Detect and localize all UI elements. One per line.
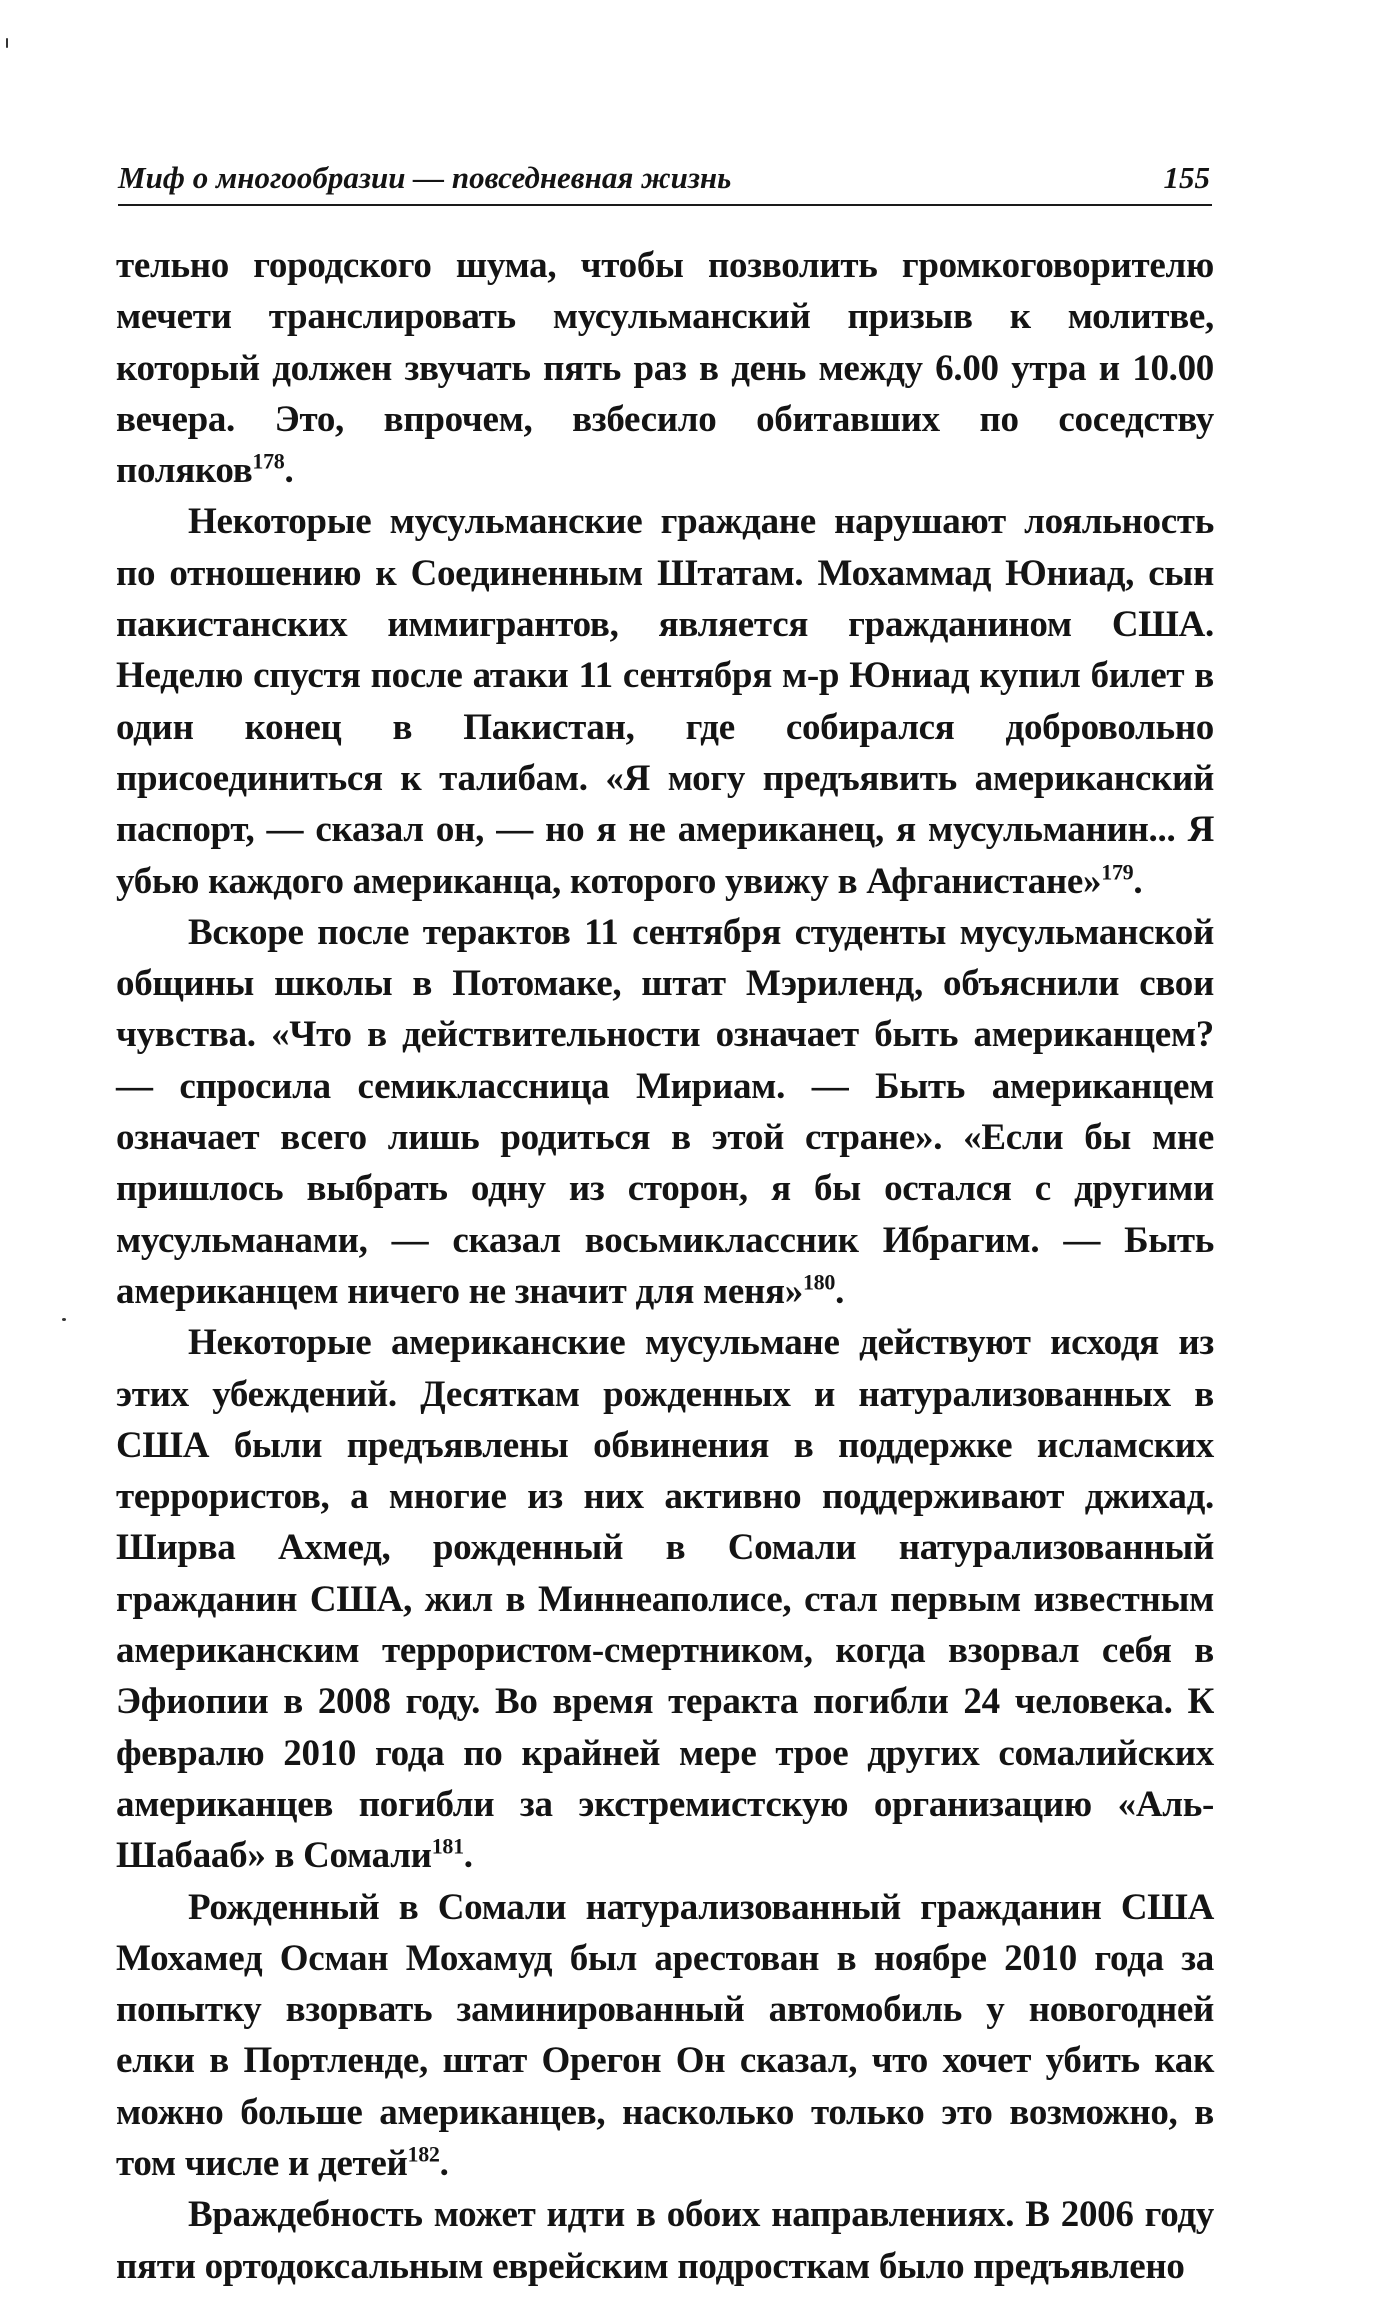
paragraph xyxy=(116,240,1214,496)
paragraph-text: Рожденный в Сомали натурализованный гражданин США Мохамед Осман Мохамуд был арестован в ноябре 2010 года за попытку взорвать заминированный автомобиль у новогодней елки в Портленде, штат Орегон Он сказал, что хочет убить как можно больше американцев, насколько только это возможно, в том числе и детей xyxy=(116,1886,1214,2184)
paragraph-tail: . xyxy=(835,1270,845,1312)
scan-speck xyxy=(62,1318,66,1321)
paragraph-text: Вскоре после терактов 11 сентября студенты мусульманской общины школы в Потомаке, штат Мэриленд, объяснили свои чувства. «Что в действительности означает быть американцем? — спросила семиклассница Мириам. — Быть американцем означает всего лишь родиться в этой стране». «Если бы мне пришлось выбрать одну из сторон, я бы остался с другими мусульманами, — сказал восьмиклассник Ибрагим. — Быть американцем ничего не значит для меня» xyxy=(116,911,1214,1312)
footnote-ref: 178 xyxy=(252,448,285,474)
footnote-ref: 181 xyxy=(431,1833,464,1859)
footnote-ref: 179 xyxy=(1101,859,1134,885)
page-number: 155 xyxy=(1163,160,1210,195)
paragraph-tail: . xyxy=(463,1835,473,1877)
running-header xyxy=(118,152,1212,206)
paragraph-tail: . xyxy=(284,450,294,492)
running-title: Миф о многообразии — повседневная жизнь xyxy=(118,160,732,195)
paragraph xyxy=(116,2189,1214,2292)
body-text xyxy=(116,240,1214,2292)
paragraph-tail: . xyxy=(439,2142,449,2184)
paragraph xyxy=(116,907,1214,1317)
paragraph-text: Некоторые мусульманские граждане нарушают лояльность по отношению к Соединенным Штатам. Мохаммад Юниад, сын пакистанских иммигрантов, является гражданином США. Неделю спустя после атаки 11 сентября м-р Юниад купил билет в один конец в Пакистан, где собирался добровольно присоединиться к талибам. «Я могу предъявить американский паспорт, — сказал он, — но я не американец, я мусульманин... Я убью каждого американца, которого увижу в Афганистане» xyxy=(116,501,1214,902)
paragraph xyxy=(116,1882,1214,2190)
paragraph-tail: . xyxy=(1133,860,1143,902)
paragraph xyxy=(116,496,1214,906)
scan-speck xyxy=(6,38,8,48)
footnote-ref: 182 xyxy=(407,2141,440,2167)
paragraph-text: тельно городского шума, чтобы позволить громкоговорителю мечети транслировать мусульманский призыв к молитве, который должен звучать пять раз в день между 6.00 утра и 10.00 вечера. Это, впрочем, взбесило обитавших по соседству поляков xyxy=(116,245,1214,492)
paragraph xyxy=(116,1317,1214,1881)
footnote-ref: 180 xyxy=(802,1269,836,1295)
paragraph-text: Некоторые американские мусульмане действуют исходя из этих убеждений. Десяткам рожденных и натурализованных в США были предъявлены обвинения в поддержке исламских террористов, а многие из них активно поддерживают джихад. Ширва Ахмед, рожденный в Сомали натурализованный гражданин США, жил в Миннеаполисе, стал первым известным американским террористом-смертником, когда взорвал себя в Эфиопии в 2008 году. Во время теракта погибли 24 человека. К февралю 2010 года по крайней мере трое других сомалийских американцев погибли за экстремистскую организацию «Аль-Шабааб» в Сомали xyxy=(116,1322,1214,1877)
paragraph-text: Враждебность может идти в обоих направлениях. В 2006 году пяти ортодоксальным еврейским подросткам было предъявлено xyxy=(116,2194,1214,2287)
